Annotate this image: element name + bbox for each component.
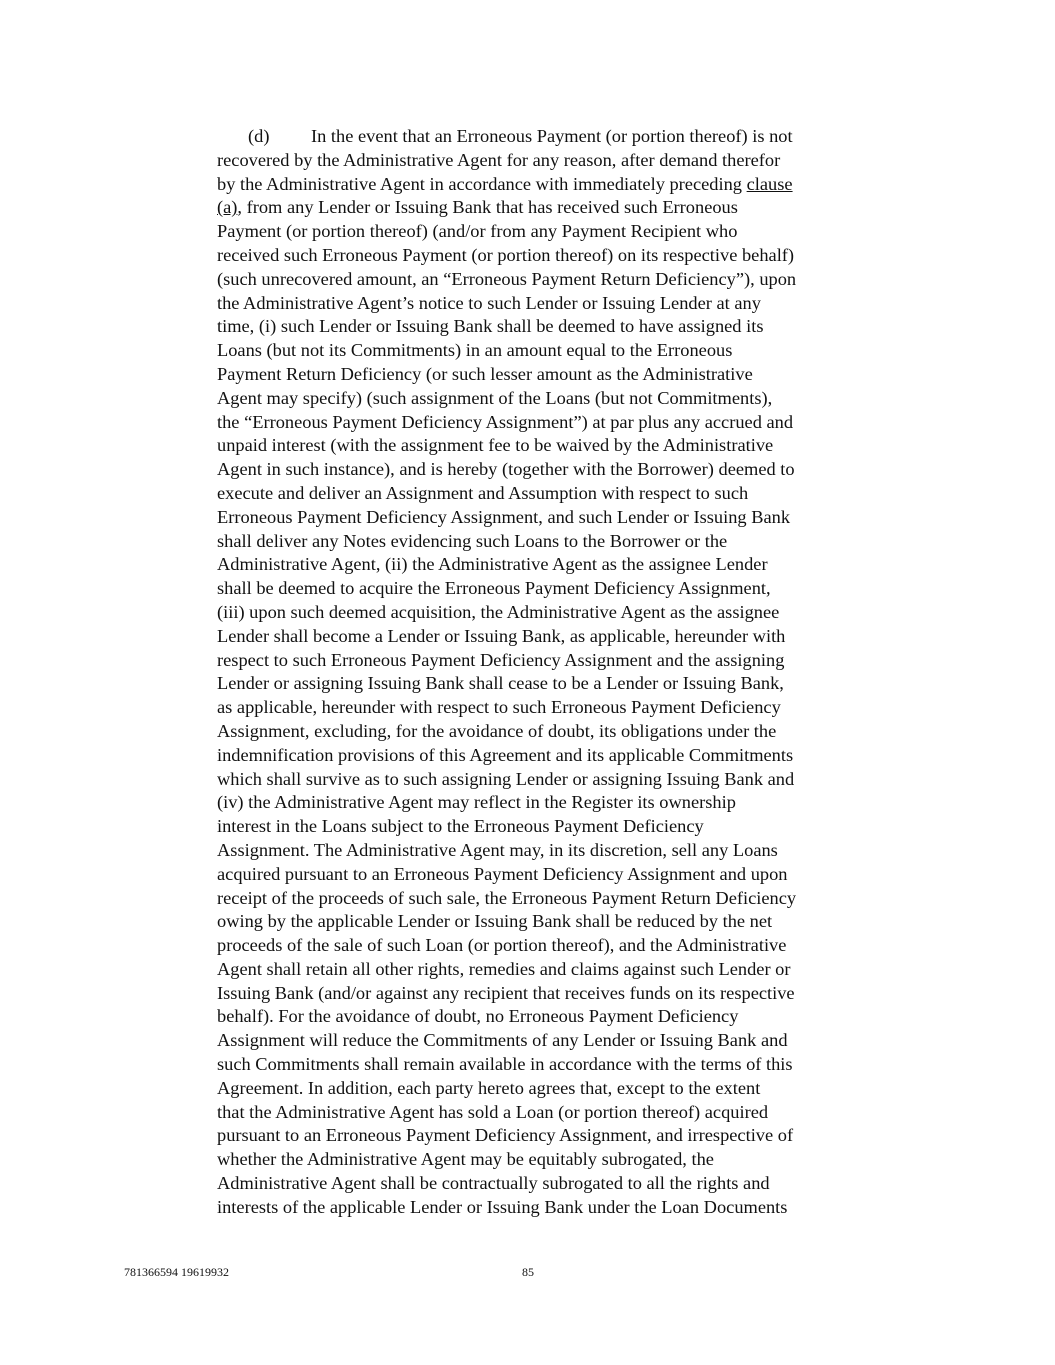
text-line [217,744,864,768]
line-text: behalf). For the avoidance of doubt, no Erroneous Payment Deficiency [217,1006,739,1027]
line-text: the “Erroneous Payment Deficiency Assignment”) at par plus any accrued and [217,411,794,432]
text-line [217,577,864,601]
text-line [217,482,864,506]
text-line [217,1172,864,1196]
line-text: as applicable, hereunder with respect to such Erroneous Payment Deficiency [217,697,781,718]
text-line [217,720,864,744]
text-line [217,387,864,411]
line-text: proceeds of the sale of such Loan (or portion thereof), and the Administrative [217,935,787,956]
text-line [217,1101,864,1125]
text-line [217,315,864,339]
line-text: by the Administrative Agent in accordance with immediately preceding [217,173,742,194]
clause-reference: (a) [217,197,238,218]
line-text: (iv) the Administrative Agent may reflect in the Register its ownership [217,792,736,813]
line-text: Administrative Agent shall be contractually subrogated to all the rights and [217,1173,770,1194]
text-line [217,196,864,220]
document-id: 781366594 19619932 [124,1265,229,1279]
line-text: that the Administrative Agent has sold a Loan (or portion thereof) acquired [217,1101,769,1122]
text-line [217,601,864,625]
line-text: receipt of the proceeds of such sale, the Erroneous Payment Return Deficiency [217,887,797,908]
text-line [217,839,864,863]
line-text: such Commitments shall remain available in accordance with the terms of this [217,1054,793,1075]
text-line [217,1148,864,1172]
text-line [217,434,864,458]
text-line [217,244,864,268]
text-line [217,1029,864,1053]
line-text: Payment Return Deficiency (or such lesser amount as the Administrative [217,363,753,384]
text-line [217,553,864,577]
line-text: whether the Administrative Agent may be equitably subrogated, the [217,1149,714,1170]
text-line [217,220,864,244]
text-line [217,506,864,530]
text-line [217,1053,864,1077]
line-text: (iii) upon such deemed acquisition, the Administrative Agent as the assignee [217,601,780,622]
line-text: Agent may specify) (such assignment of the Loans (but not Commitments), [217,387,773,408]
line-text: indemnification provisions of this Agreement and its applicable Commitments [217,744,794,765]
line-text: Lender shall become a Lender or Issuing Bank, as applicable, hereunder with [217,625,786,646]
text-line [217,149,864,173]
text-line [217,982,864,1006]
text-line [217,411,864,435]
line-text: recovered by the Administrative Agent for any reason, after demand therefor [217,149,781,170]
text-line [217,958,864,982]
line-text: unpaid interest (with the assignment fee to be waived by the Administrative [217,435,774,456]
text-line [217,1196,864,1220]
line-text: acquired pursuant to an Erroneous Payment Deficiency Assignment and upon [217,863,788,884]
text-line [217,125,864,149]
line-text: interest in the Loans subject to the Erroneous Payment Deficiency [217,816,704,837]
line-text: (such unrecovered amount, an “Erroneous Payment Return Deficiency”), upon [217,268,797,289]
line-text: shall deliver any Notes evidencing such Loans to the Borrower or the [217,530,728,551]
page-number: 85 [522,1265,534,1279]
text-line [217,625,864,649]
text-line [217,363,864,387]
text-line [217,173,864,197]
line-text: time, (i) such Lender or Issuing Bank shall be deemed to have assigned its [217,316,764,337]
text-line [217,863,864,887]
clause-marker: (d) [248,126,270,146]
line-text: owing by the applicable Lender or Issuing Bank shall be reduced by the net [217,911,773,932]
text-line [217,1077,864,1101]
clause-reference: clause [746,173,793,194]
line-text: Agent shall retain all other rights, remedies and claims against such Lender or [217,958,791,979]
line-text: which shall survive as to such assigning Lender or assigning Issuing Bank and [217,768,795,789]
text-line [217,934,864,958]
line-text: interests of the applicable Lender or Issuing Bank under the Loan Documents [217,1196,788,1217]
line-text: Assignment. The Administrative Agent may, in its discretion, sell any Loans [217,839,778,860]
text-line [217,458,864,482]
line-text: Agreement. In addition, each party hereto agrees that, except to the extent [217,1077,761,1098]
text-line [217,791,864,815]
text-line [217,339,864,363]
line-text: Issuing Bank (and/or against any recipient that receives funds on its respective [217,982,795,1003]
line-text: Administrative Agent, (ii) the Administrative Agent as the assignee Lender [217,554,768,575]
line-text: Agent in such instance), and is hereby (together with the Borrower) deemed to [217,459,795,480]
line-text: shall be deemed to acquire the Erroneous Payment Deficiency Assignment, [217,578,771,599]
line-text: Assignment, excluding, for the avoidance of doubt, its obligations under the [217,720,777,741]
line-text: Erroneous Payment Deficiency Assignment, and such Lender or Issuing Bank [217,506,791,527]
text-line [217,696,864,720]
text-line [217,815,864,839]
line-text: In the event that an Erroneous Payment (or portion thereof) is not [311,126,793,146]
text-line [217,292,864,316]
line-text: execute and deliver an Assignment and Assumption with respect to such [217,482,749,503]
line-text: pursuant to an Erroneous Payment Deficiency Assignment, and irrespective of [217,1125,794,1146]
text-line [217,768,864,792]
paragraph-d [217,125,864,1220]
line-text: , from any Lender or Issuing Bank that has received such Erroneous [237,197,738,218]
line-text: respect to such Erroneous Payment Deficiency Assignment and the assigning [217,649,785,670]
line-text: Loans (but not its Commitments) in an amount equal to the Erroneous [217,340,733,361]
text-line [217,672,864,696]
text-line [217,268,864,292]
line-text: Assignment will reduce the Commitments of any Lender or Issuing Bank and [217,1030,788,1051]
text-line [217,887,864,911]
line-text: Lender or assigning Issuing Bank shall cease to be a Lender or Issuing Bank, [217,673,784,694]
line-text: received such Erroneous Payment (or portion thereof) on its respective behalf) [217,244,795,265]
line-text: Payment (or portion thereof) (and/or from any Payment Recipient who [217,221,738,242]
text-line [217,1005,864,1029]
text-line [217,910,864,934]
text-line [217,649,864,673]
line-text: the Administrative Agent’s notice to such Lender or Issuing Lender at any [217,292,761,313]
text-line [217,530,864,554]
text-line [217,1124,864,1148]
